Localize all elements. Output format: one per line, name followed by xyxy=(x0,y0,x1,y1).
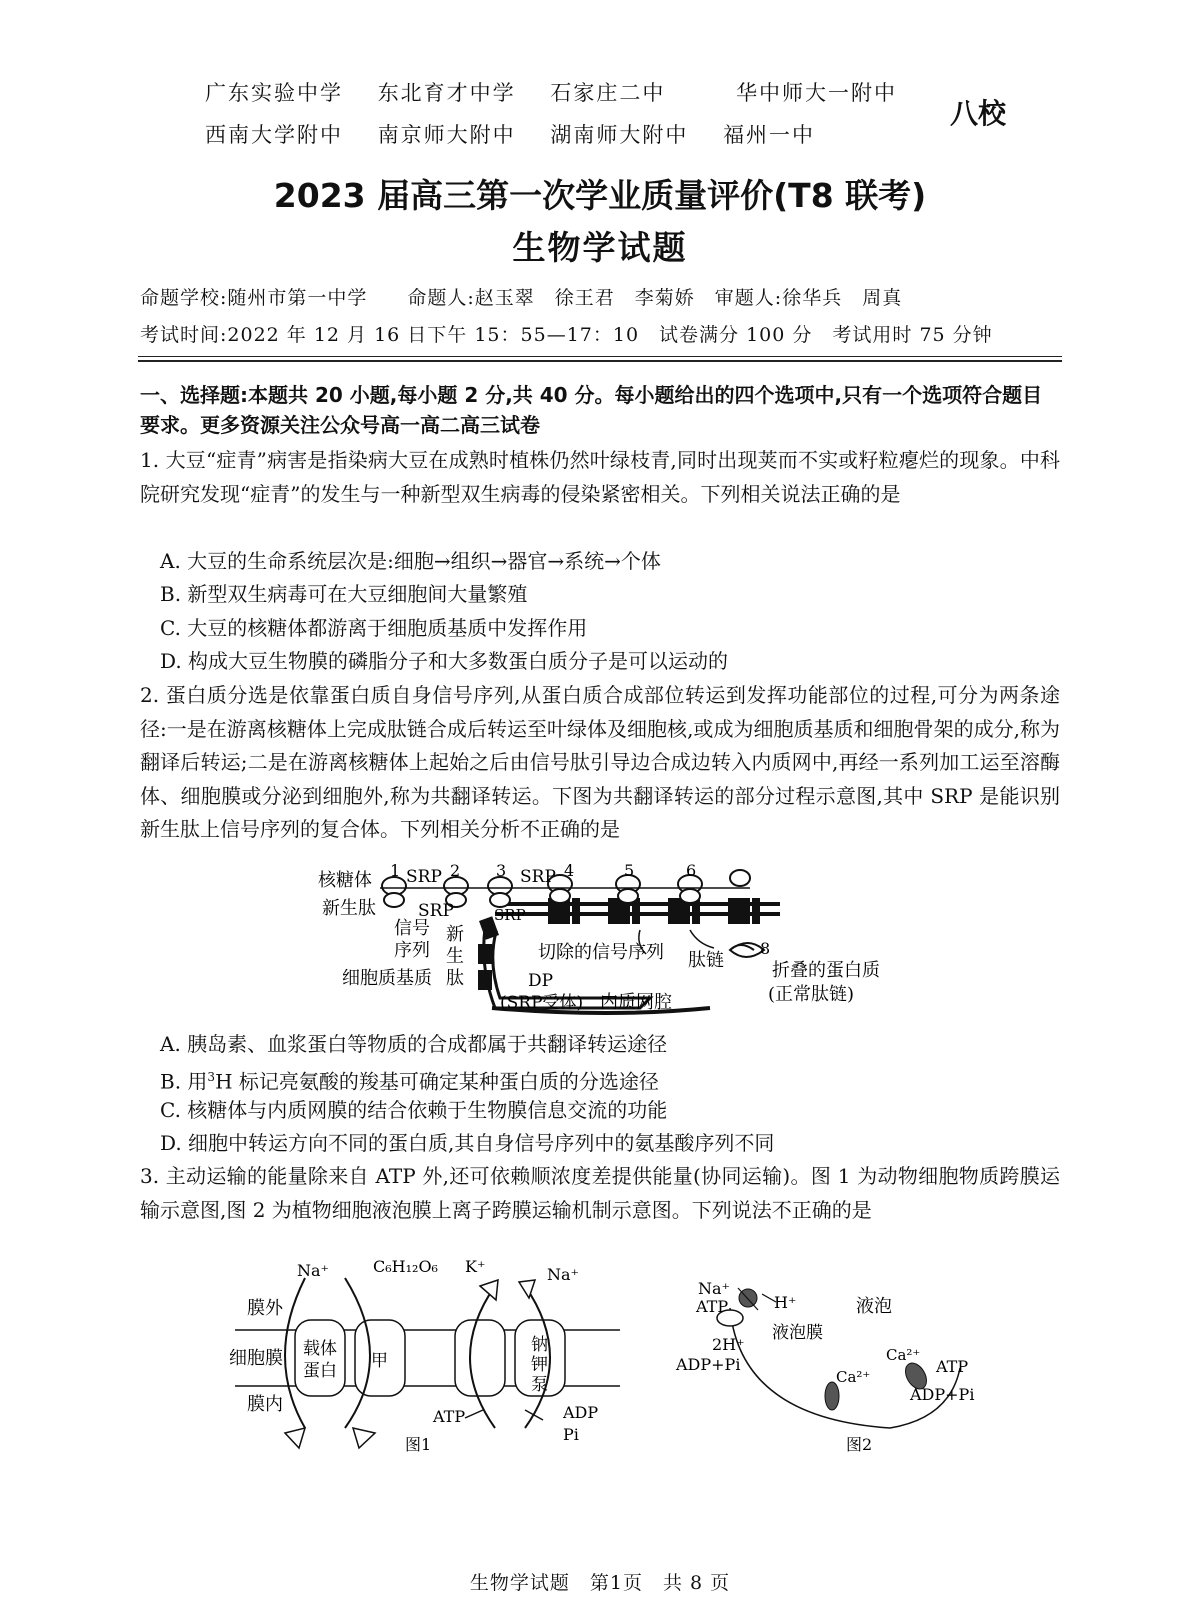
fig-step-number: 5 xyxy=(624,861,635,880)
header-rule xyxy=(138,360,1062,362)
fig1-label-pump: 钠 xyxy=(531,1335,548,1355)
fig1-label-glucose: C₆H₁₂O₆ xyxy=(373,1258,438,1276)
subject-title: 生物学试题 xyxy=(512,228,688,267)
option-b-text: H 标记亮氨酸的羧基可确定某种蛋白质的分选途径 xyxy=(215,1069,659,1094)
fig-label-nascent: 新生肽 xyxy=(322,898,376,919)
fig-step-number: 8 xyxy=(760,939,771,958)
fig2-caption: 图2 xyxy=(846,1435,873,1454)
fig-label-srp: SRP xyxy=(520,867,556,887)
fig-label-cytoplasm: 细胞质基质 xyxy=(342,968,432,989)
question-2-option-c: C. 核糖体与内质网膜的结合依赖于生物膜信息交流的功能 xyxy=(160,1098,668,1122)
fig1-caption: 图1 xyxy=(405,1435,432,1454)
question-1-option-d: D. 构成大豆生物膜的磷脂分子和大多数蛋白质分子是可以运动的 xyxy=(160,649,729,673)
fig1-label-outside: 膜外 xyxy=(247,1298,283,1319)
fig-label-srp: SRP xyxy=(418,901,454,921)
fig-label-er-lumen: 内质网腔 xyxy=(600,992,672,1013)
fig-step-number: 2 xyxy=(450,861,461,880)
fig-label-peptide-chain: 肽链 xyxy=(688,950,724,971)
author-line: 命题学校:随州市第一中学 命题人:赵玉翠 徐王君 李菊娇 审题人:徐华兵 周真 xyxy=(140,287,903,309)
fig1-label-inside: 膜内 xyxy=(247,1394,283,1415)
fig-label-sequence: 序列 xyxy=(394,940,430,961)
question-3-stem: 3. 主动运输的能量除来自 ATP 外,还可依赖顺浓度差提供能量(协同运输)。图 1 为动物细胞物质跨膜运输示意图,图 2 为植物细胞液泡膜上离子跨膜运输机制示意图。下列说法不正确的是 xyxy=(140,1164,1060,1222)
fig-label-nascent-v: 新 xyxy=(446,924,464,945)
option-b-prefix: B. 用 xyxy=(160,1069,208,1094)
question-1-option-b: B. 新型双生病毒可在大豆细胞间大量繁殖 xyxy=(160,582,528,606)
fig-label-nascent-v: 生 xyxy=(446,946,464,967)
school-name: 东北育才中学 xyxy=(377,81,516,105)
fig2-label-vacuole-membrane: 液泡膜 xyxy=(772,1323,823,1343)
section-header: 一、选择题:本题共 20 小题,每小题 2 分,共 40 分。每小题给出的四个选项中,只有一个选项符合题目要求。更多资源关注公众号高一高二高三试卷 xyxy=(140,383,1043,437)
fig2-label-vacuole: 液泡 xyxy=(856,1296,892,1317)
question-1-stem: 1. 大豆“症青”病害是指染病大豆在成熟时植株仍然叶绿枝青,同时出现荚而不实或籽粒瘪烂的现象。中科院研究发现“症青”的发生与一种新型双生病毒的侵染紧密相关。下列相关说法正确的是 xyxy=(140,448,1060,506)
fig1-label-pump: 钾 xyxy=(531,1355,548,1375)
school-name: 石家庄二中 xyxy=(550,81,666,105)
cotranslational-transport-figure xyxy=(310,858,900,1018)
fig1-label-adp: ADP xyxy=(563,1403,599,1422)
fig-label-normal-chain: (正常肽链) xyxy=(768,984,855,1005)
fig-label-dp: DP xyxy=(528,971,554,991)
fig-label-cleaved-signal: 切除的信号序列 xyxy=(538,942,664,963)
fig1-label-carrier: 蛋白 xyxy=(303,1361,337,1381)
school-name: 湖南师大附中 xyxy=(550,123,689,147)
fig2-label-adppi: ADP+Pi xyxy=(676,1355,741,1374)
exam-time-line: 考试时间:2022 年 12 月 16 日下午 15：55—17：10 试卷满分 100 分 考试用时 75 分钟 xyxy=(140,324,993,346)
fig2-label-2h: 2H⁺ xyxy=(712,1335,745,1354)
school-name: 南京师大附中 xyxy=(377,123,516,147)
fig2-label-adppi: ADP+Pi xyxy=(910,1385,975,1404)
fig-step-number: 3 xyxy=(496,861,507,880)
fig2-label-atp: ATP xyxy=(696,1297,729,1316)
fig1-label-na: Na⁺ xyxy=(547,1265,579,1284)
school-row-2 xyxy=(205,114,923,156)
school-row-1 xyxy=(205,72,923,114)
school-name: 福州一中 xyxy=(723,123,816,147)
question-2-option-a: A. 胰岛素、血浆蛋白等物质的合成都属于共翻译转运途径 xyxy=(160,1032,668,1056)
isotope-superscript: 3 xyxy=(207,1070,216,1084)
fig-label-srp-receptor: (SRP受体) xyxy=(500,993,584,1013)
fig1-label-membrane: 细胞膜 xyxy=(229,1348,283,1369)
fig-step-number: 4 xyxy=(564,861,575,880)
school-name: 西南大学附中 xyxy=(205,123,343,147)
fig-label-ribosome: 核糖体 xyxy=(318,870,372,891)
question-2-option-d: D. 细胞中转运方向不同的蛋白质,其自身信号序列中的氨基酸序列不同 xyxy=(160,1131,775,1155)
fig2-label-na: Na⁺ xyxy=(698,1279,730,1298)
fig1-label-pi: Pi xyxy=(563,1425,579,1444)
figure-1-membrane-transport xyxy=(225,1258,625,1458)
school-name: 华中师大一附中 xyxy=(736,81,898,105)
fig1-label-carrier: 载体 xyxy=(303,1339,337,1359)
fig1-label-na: Na⁺ xyxy=(297,1261,329,1280)
fig-label-nascent-v: 肽 xyxy=(446,968,464,989)
fig-step-number: 6 xyxy=(686,861,697,880)
question-2-stem: 2. 蛋白质分选是依靠蛋白质自身信号序列,从蛋白质合成部位转运到发挥功能部位的过程,可分为两条途径:一是在游离核糖体上完成肽链合成后转运至叶绿体及细胞核,或成为细胞质基质和细胞骨架的成分,称为翻译后转运;二是在游离核糖体上起始之后由信号肽引导边合成边转入内质网中,再经一系列加工运至溶酶体、细胞膜或分泌到细胞外,称为共翻译转运。下图为共翻译转运的部分过程示意图,其中 SRP 是能识别新生肽上信号序列的复合体。下列相关分析不正确的是 xyxy=(140,683,1060,841)
school-name: 广东实验中学 xyxy=(205,81,343,105)
eight-schools-badge: 八校 xyxy=(950,97,1007,130)
fig-label-srp: SRP xyxy=(494,906,526,924)
header-rule xyxy=(138,356,1062,357)
fig1-label-pump: 泵 xyxy=(531,1375,548,1395)
figure-2-vacuole-transport xyxy=(660,1268,990,1458)
fig2-label-calcium: Ca²⁺ xyxy=(836,1368,871,1386)
fig1-label-atp: ATP xyxy=(433,1407,466,1426)
fig2-label-atp: ATP xyxy=(936,1357,969,1376)
fig-label-signal: 信号 xyxy=(394,918,430,939)
page-footer: 生物学试题 第1页 共 8 页 xyxy=(469,1572,731,1594)
school-list xyxy=(205,72,923,156)
fig-label-srp: SRP xyxy=(406,867,442,887)
fig1-label-k: K⁺ xyxy=(465,1258,486,1276)
fig2-label-calcium: Ca²⁺ xyxy=(886,1346,921,1364)
exam-title: 2023 届高三第一次学业质量评价(T8 联考) xyxy=(273,176,927,215)
fig-step-number: 1 xyxy=(390,861,401,880)
question-1-option-c: C. 大豆的核糖体都游离于细胞质基质中发挥作用 xyxy=(160,616,588,640)
question-1-option-a: A. 大豆的生命系统层次是:细胞→组织→器官→系统→个体 xyxy=(160,549,661,573)
fig-label-folded-protein: 折叠的蛋白质 xyxy=(772,960,880,981)
fig2-label-h: H⁺ xyxy=(774,1293,797,1312)
fig1-label-jia: 甲 xyxy=(371,1351,388,1371)
